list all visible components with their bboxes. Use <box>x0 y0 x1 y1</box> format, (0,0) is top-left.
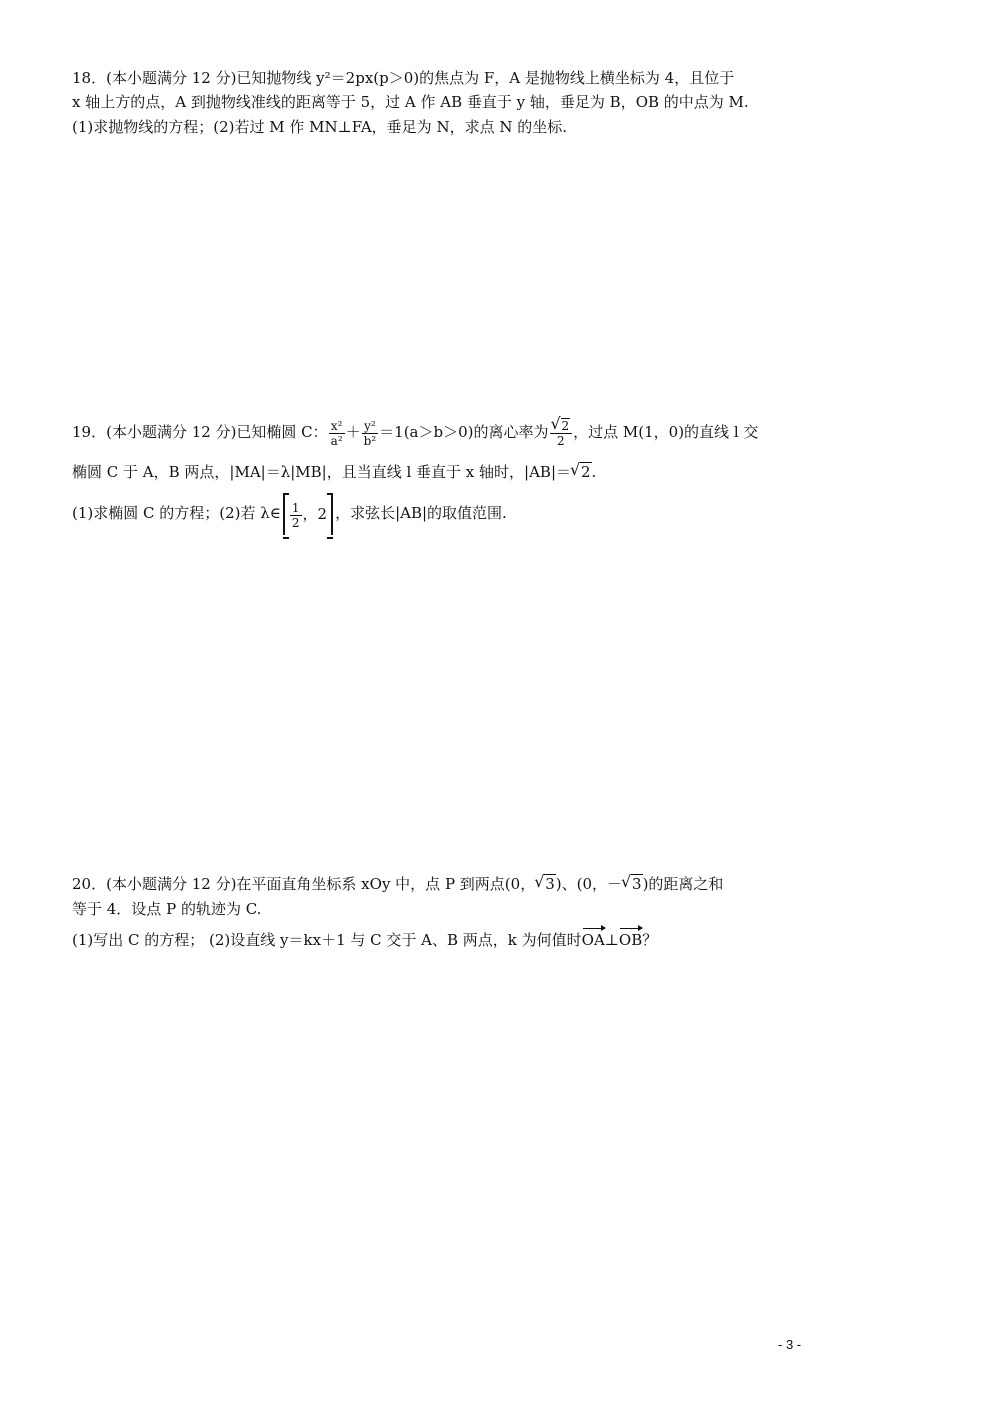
q19-line2-radicand: 2 <box>581 463 591 481</box>
q18-line-3: (1)求抛物线的方程；(2)若过 M 作 MN⊥FA，垂足为 N，求点 N 的坐标. <box>72 118 568 136</box>
q20-radicand-1: 3 <box>545 875 555 893</box>
q19-line-3 <box>72 490 507 537</box>
q19-after-ecc: ，过点 M(1，0)的直线 l 交 <box>573 423 759 441</box>
q19-frac-x <box>329 419 345 448</box>
q19-line3-text-a: (1)求椭圆 C 的方程；(2)若 λ∈ <box>72 504 281 522</box>
q19-ecc-num <box>550 419 573 434</box>
q19-line2-end: . <box>591 463 597 481</box>
q19-frac-x-num: x² <box>329 419 345 434</box>
q19-eq-rest: ＝1(a＞b＞0)的离心率为 <box>379 423 549 441</box>
q18-line-1: 18．(本小题满分 12 分)已知抛物线 y²＝2px(p＞0)的焦点为 F，A 是抛物线上横坐标为 4，且位于 <box>72 69 735 87</box>
vector-ob: OB <box>618 931 643 949</box>
q20-line1-b: )、(0，－ <box>555 875 623 893</box>
perp-symbol: ⊥ <box>604 931 619 949</box>
q19-interval <box>283 491 333 537</box>
q19-frac-y-num: y² <box>362 419 379 434</box>
q19-plus: ＋ <box>345 423 361 441</box>
q19-interval-den: 2 <box>291 515 300 530</box>
sqrt-symbol <box>622 874 643 894</box>
q19-line-2 <box>72 462 596 482</box>
sqrt-symbol <box>552 419 571 433</box>
q20-line-3 <box>72 930 657 950</box>
q20-line3-end: ？ <box>642 931 658 949</box>
q19-ecc-den: 2 <box>557 433 565 448</box>
q19-frac-y-den: b² <box>363 433 377 448</box>
vector-oa: OA <box>581 931 605 949</box>
q19-frac-y <box>362 419 379 448</box>
q20-radicand-2: 3 <box>632 875 642 893</box>
q19-line3-text-b: ，求弦长|AB|的取值范围. <box>335 504 507 522</box>
q19-frac-x-den: a² <box>330 433 343 448</box>
q19-interval-num: 1 <box>291 500 300 515</box>
q19-ecc-radicand: 2 <box>561 418 570 433</box>
q19-interval-sep: ，2 <box>302 505 328 523</box>
q19-prefix: 19．(本小题满分 12 分)已知椭圆 C： <box>72 423 328 441</box>
sqrt-symbol <box>535 874 556 894</box>
q18-line-2: x 轴上方的点，A 到抛物线准线的距离等于 5，过 A 作 AB 垂直于 y 轴，垂足为 B，OB 的中点为 M. <box>72 93 749 111</box>
q20-line3-a: (1)写出 C 的方程； (2)设直线 y＝kx＋1 与 C 交于 A、B 两点，k 为何值时 <box>72 931 582 949</box>
q20-line-1 <box>72 874 723 894</box>
page-number: - 3 - <box>778 1337 802 1352</box>
q20-line1-a: 20．(本小题满分 12 分)在平面直角坐标系 xOy 中，点 P 到两点(0， <box>72 875 536 893</box>
sqrt-symbol <box>571 462 592 482</box>
q19-eccentricity <box>550 419 573 448</box>
q19-line-1 <box>72 412 758 452</box>
q19-interval-frac <box>290 501 302 530</box>
q20-line1-c: )的距离之和 <box>642 875 724 893</box>
q20-line-2: 等于 4．设点 P 的轨迹为 C. <box>72 900 262 918</box>
q19-line2-text: 椭圆 C 于 A，B 两点，|MA|＝λ|MB|，且当直线 l 垂直于 x 轴时，|AB|＝ <box>72 463 571 481</box>
